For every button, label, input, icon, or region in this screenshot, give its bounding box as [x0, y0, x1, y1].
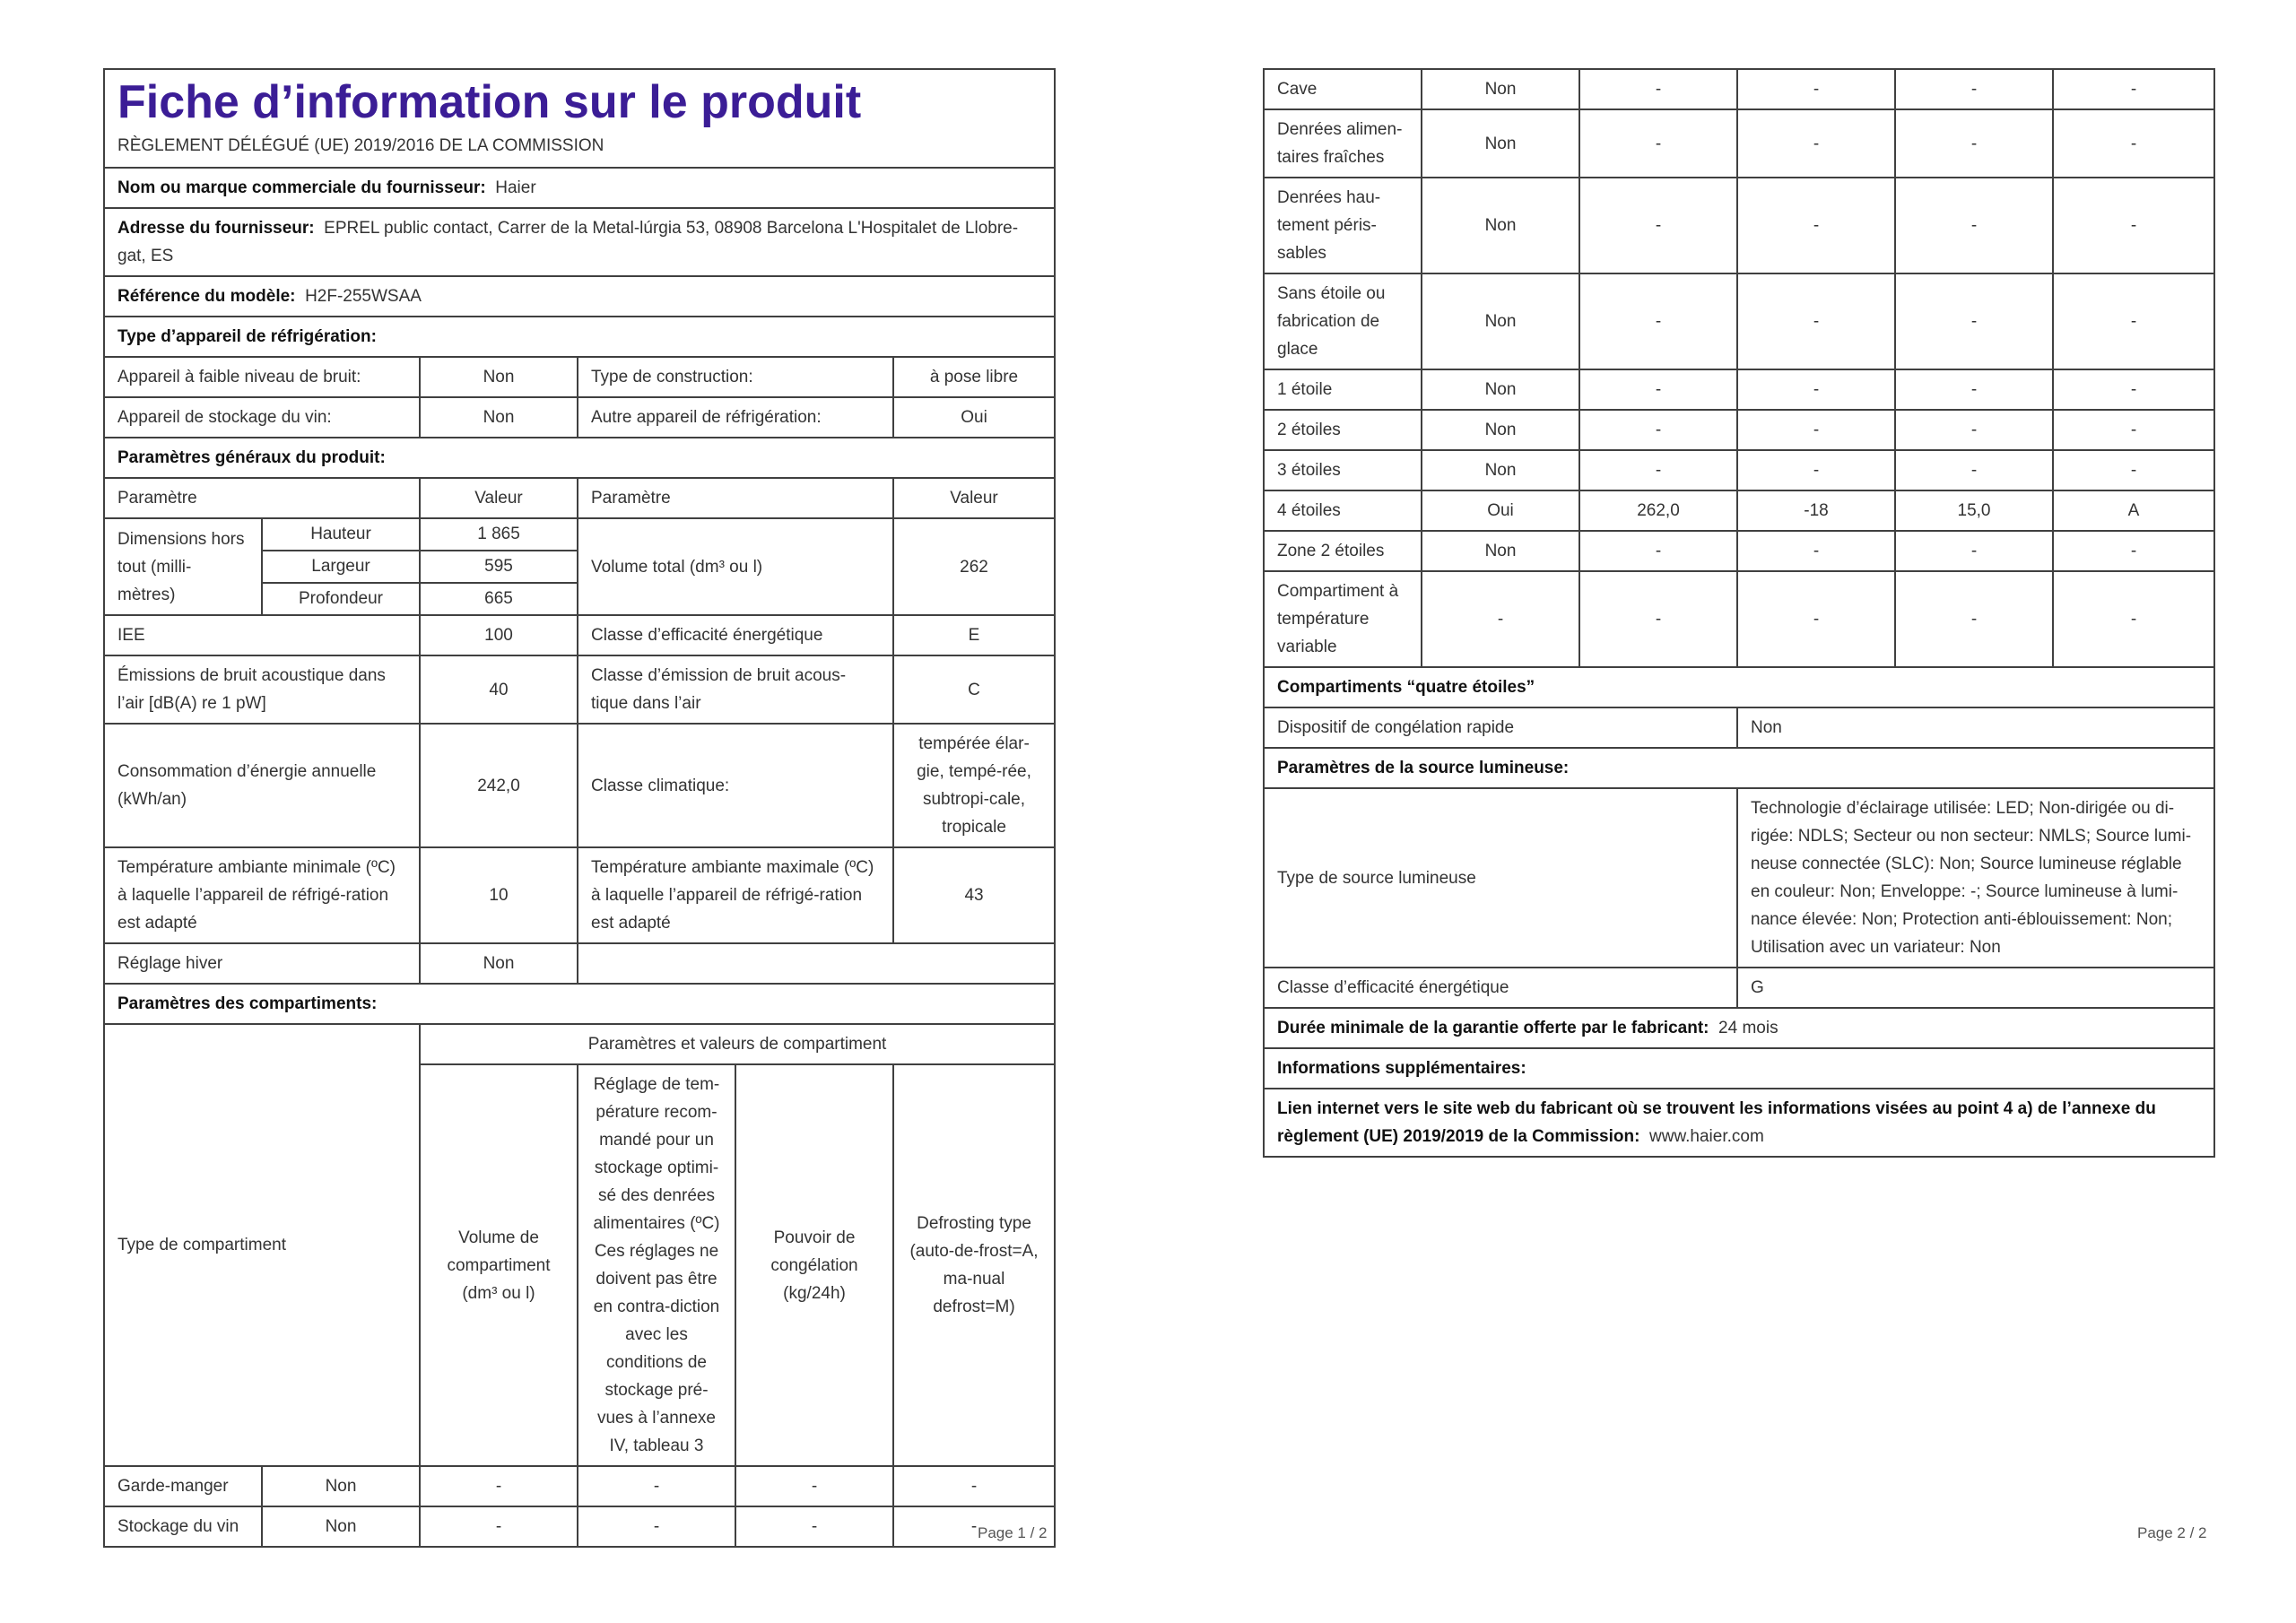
table-row — [1264, 109, 2214, 178]
supplier-address-value: EPREL public contact, Carrer de la Metal-lúrgia 53, 08908 Barcelona L'Hospitalet de Llobre-gat, ES — [117, 219, 1019, 265]
compartment-present: - — [1422, 571, 1579, 667]
model-value: H2F-255WSAA — [305, 287, 422, 306]
compartment-present: Non — [1422, 450, 1579, 490]
compartment-volume: - — [1579, 109, 1737, 178]
compartment-temp: - — [578, 1466, 735, 1506]
compartment-name: Garde-manger — [104, 1466, 262, 1506]
compartment-temp: - — [1737, 178, 1895, 273]
noise-class-label: Classe d’émission de bruit acous-tique dans l’air — [578, 655, 893, 724]
compartment-present: Non — [1422, 109, 1579, 178]
compartment-freeze: - — [1895, 178, 2053, 273]
compartment-name: 3 étoiles — [1264, 450, 1422, 490]
compartment-present: Non — [262, 1466, 420, 1506]
light-type-label: Type de source lumineuse — [1264, 788, 1737, 968]
compartment-defrost-label: Defrosting type (auto-de-frost=A, ma-nual defrost=M) — [893, 1064, 1055, 1466]
construction-value: à pose libre — [893, 357, 1055, 397]
compartment-defrost: A — [2053, 490, 2214, 531]
compartment-freeze: - — [1895, 531, 2053, 571]
model-label: Référence du modèle: — [117, 287, 296, 306]
value-column-header-2: Valeur — [893, 478, 1055, 518]
noise-value: 40 — [420, 655, 578, 724]
energy-class-label: Classe d’efficacité énergétique — [578, 615, 893, 655]
link-row — [1264, 1089, 2214, 1157]
compartment-name: Compartiment à température variable — [1264, 571, 1422, 667]
eei-value: 100 — [420, 615, 578, 655]
compartment-name: Zone 2 étoiles — [1264, 531, 1422, 571]
table-row — [1264, 490, 2214, 531]
max-temp-label: Température ambiante maximale (ºC) à laquelle l’appareil de réfrigé-ration est adapté — [578, 847, 893, 943]
other-appliance-value: Oui — [893, 397, 1055, 438]
page-title: Fiche d’information sur le produit — [117, 76, 862, 128]
warranty-value: 24 mois — [1718, 1019, 1779, 1037]
compartment-temp: - — [1737, 450, 1895, 490]
compartment-name: 2 étoiles — [1264, 410, 1422, 450]
compartment-temp: -18 — [1737, 490, 1895, 531]
compartment-freeze: - — [1895, 69, 2053, 109]
link-label: Lien internet vers le site web du fabricant où se trouvent les informations visées au point 4 a) de l’annexe du règlement (UE) 2019/2019 de la Commission: — [1277, 1099, 2156, 1146]
compartment-volume: - — [420, 1466, 578, 1506]
compartment-present: Non — [1422, 369, 1579, 410]
compartment-freeze-label: Pouvoir de congélation (kg/24h) — [735, 1064, 893, 1466]
compartment-present: Non — [262, 1506, 420, 1547]
other-appliance-label: Autre appareil de réfrigération: — [578, 397, 893, 438]
compartment-freeze: - — [1895, 571, 2053, 667]
compartment-present: Non — [1422, 410, 1579, 450]
compartment-defrost: - — [893, 1466, 1055, 1506]
table-row — [1264, 69, 2214, 109]
compartment-volume: - — [1579, 531, 1737, 571]
construction-label: Type de construction: — [578, 357, 893, 397]
compartment-params-label: Paramètres et valeurs de compartiment — [420, 1024, 1055, 1064]
page-2 — [1263, 68, 2213, 1158]
product-info-table-page-2 — [1263, 68, 2215, 1158]
general-params-header: Paramètres généraux du produit: — [104, 438, 1055, 478]
min-temp-label: Température ambiante minimale (ºC) à laquelle l’appareil de réfrigé-ration est adapté — [104, 847, 420, 943]
model-row — [104, 276, 1055, 317]
compartment-present: Non — [1422, 178, 1579, 273]
height-label: Hauteur — [262, 518, 420, 551]
compartment-volume: - — [1579, 450, 1737, 490]
total-volume-value: 262 — [893, 518, 1055, 615]
compartment-defrost: - — [2053, 410, 2214, 450]
compartment-temp: - — [1737, 410, 1895, 450]
param-column-header-2: Paramètre — [578, 478, 893, 518]
compartment-freeze: - — [1895, 273, 2053, 369]
compartment-defrost: - — [2053, 109, 2214, 178]
depth-value: 665 — [420, 583, 578, 615]
table-row — [1264, 178, 2214, 273]
compartment-volume: - — [1579, 273, 1737, 369]
light-source-header: Paramètres de la source lumineuse: — [1264, 748, 2214, 788]
table-row — [1264, 369, 2214, 410]
depth-label: Profondeur — [262, 583, 420, 615]
manufacturer-link[interactable]: www.haier.com — [1649, 1127, 1764, 1146]
compartment-freeze: - — [1895, 450, 2053, 490]
table-row — [104, 1466, 1055, 1506]
empty-cell — [578, 943, 1055, 984]
compartment-temp: - — [1737, 273, 1895, 369]
compartment-volume: - — [420, 1506, 578, 1547]
four-star-header: Compartiments “quatre étoiles” — [1264, 667, 2214, 707]
compartment-temp: - — [1737, 109, 1895, 178]
compartment-defrost: - — [2053, 178, 2214, 273]
climate-value: tempérée élar-gie, tempé-rée, subtropi-cale, tropicale — [893, 724, 1055, 847]
compartment-volume: 262,0 — [1579, 490, 1737, 531]
compartment-volume: - — [1579, 571, 1737, 667]
climate-label: Classe climatique: — [578, 724, 893, 847]
table-row — [1264, 571, 2214, 667]
compartment-freeze: - — [1895, 410, 2053, 450]
fast-freeze-value: Non — [1737, 707, 2214, 748]
winter-value: Non — [420, 943, 578, 984]
compartment-defrost: - — [2053, 369, 2214, 410]
compartment-volume: - — [1579, 69, 1737, 109]
product-info-table-page-1 — [103, 68, 1056, 1548]
compartment-volume-label: Volume de compartiment (dm³ ou l) — [420, 1064, 578, 1466]
light-type-value: Technologie d’éclairage utilisée: LED; Non-dirigée ou di-rigée: NDLS; Secteur ou non secteur: NMLS; Source lumi-neuse connectée (SLC): Non; Source lumineuse réglable en couleur: Non; Enveloppe: -; Source lumineuse à lumi-nance élevée: Non; Protection anti-éblouissement: Non; Utilisation avec un variateur: Non — [1737, 788, 2214, 968]
table-row — [1264, 410, 2214, 450]
header-cell — [104, 69, 1055, 168]
compartment-freeze: - — [735, 1466, 893, 1506]
noise-label: Émissions de bruit acoustique dans l’air [dB(A) re 1 pW] — [104, 655, 420, 724]
wine-label: Appareil de stockage du vin: — [104, 397, 420, 438]
compartment-name: Sans étoile ou fabrication de glace — [1264, 273, 1422, 369]
noise-class-value: C — [893, 655, 1055, 724]
param-column-header: Paramètre — [104, 478, 420, 518]
compartment-freeze: - — [735, 1506, 893, 1547]
compartment-defrost: - — [2053, 531, 2214, 571]
compartment-name: Denrées alimen-taires fraîches — [1264, 109, 1422, 178]
compartment-present: Oui — [1422, 490, 1579, 531]
compartments-header: Paramètres des compartiments: — [104, 984, 1055, 1024]
table-row — [104, 1506, 1055, 1547]
table-row — [1264, 450, 2214, 490]
min-temp-value: 10 — [420, 847, 578, 943]
light-class-label: Classe d’efficacité énergétique — [1264, 968, 1737, 1008]
compartment-defrost: - — [2053, 450, 2214, 490]
fast-freeze-label: Dispositif de congélation rapide — [1264, 707, 1737, 748]
compartment-present: Non — [1422, 531, 1579, 571]
light-class-value: G — [1737, 968, 2214, 1008]
compartment-name: 4 étoiles — [1264, 490, 1422, 531]
compartment-temp: - — [1737, 369, 1895, 410]
wine-value: Non — [420, 397, 578, 438]
compartment-volume: - — [1579, 178, 1737, 273]
winter-label: Réglage hiver — [104, 943, 420, 984]
compartment-temp: - — [1737, 571, 1895, 667]
low-noise-value: Non — [420, 357, 578, 397]
compartment-volume: - — [1579, 410, 1737, 450]
compartment-temp: - — [1737, 531, 1895, 571]
compartment-temp: - — [1737, 69, 1895, 109]
compartment-name: 1 étoile — [1264, 369, 1422, 410]
compartment-name: Stockage du vin — [104, 1506, 262, 1547]
dimensions-label: Dimensions hors tout (milli-mètres) — [104, 518, 262, 615]
supplier-name-label: Nom ou marque commerciale du fournisseur: — [117, 178, 486, 197]
compartment-temp-label: Réglage de tem-pérature recom-mandé pour un stockage optimi-sé des denrées alimentaires (ºC) Ces réglages ne doivent pas être en contra-diction avec les conditions de stockage pré-vues à l’annexe IV, tableau 3 — [578, 1064, 735, 1466]
supplier-address-label: Adresse du fournisseur: — [117, 219, 315, 238]
supplier-name-row — [104, 168, 1055, 208]
warranty-row — [1264, 1008, 2214, 1048]
compartment-freeze: - — [1895, 109, 2053, 178]
table-row — [1264, 273, 2214, 369]
energy-class-value: E — [893, 615, 1055, 655]
compartment-defrost: - — [2053, 69, 2214, 109]
compartment-defrost: - — [893, 1506, 1055, 1547]
compartment-type-label: Type de compartiment — [104, 1024, 420, 1466]
width-label: Largeur — [262, 551, 420, 583]
low-noise-label: Appareil à faible niveau de bruit: — [104, 357, 420, 397]
page-1 — [103, 68, 1054, 1548]
compartment-defrost: - — [2053, 273, 2214, 369]
compartment-name: Denrées hau-tement péris-sables — [1264, 178, 1422, 273]
warranty-label: Durée minimale de la garantie offerte par le fabricant: — [1277, 1019, 1709, 1037]
total-volume-label: Volume total (dm³ ou l) — [578, 518, 893, 615]
supplier-address-row — [104, 208, 1055, 276]
appliance-type-header: Type d’appareil de réfrigération: — [104, 317, 1055, 357]
regulation-subtitle: RÈGLEMENT DÉLÉGUÉ (UE) 2019/2016 DE LA COMMISSION — [117, 136, 604, 155]
compartment-volume: - — [1579, 369, 1737, 410]
compartment-freeze: 15,0 — [1895, 490, 2053, 531]
consumption-value: 242,0 — [420, 724, 578, 847]
extra-info-header: Informations supplémentaires: — [1264, 1048, 2214, 1089]
consumption-label: Consommation d’énergie annuelle (kWh/an) — [104, 724, 420, 847]
page-number-2: Page 2 / 2 — [2137, 1524, 2207, 1541]
compartment-name: Cave — [1264, 69, 1422, 109]
compartment-temp: - — [578, 1506, 735, 1547]
compartment-present: Non — [1422, 69, 1579, 109]
height-value: 1 865 — [420, 518, 578, 551]
compartment-present: Non — [1422, 273, 1579, 369]
table-row — [1264, 531, 2214, 571]
supplier-name-value: Haier — [495, 178, 536, 197]
page-number-1: Page 1 / 2 — [978, 1524, 1048, 1541]
value-column-header: Valeur — [420, 478, 578, 518]
eei-label: IEE — [104, 615, 420, 655]
compartment-defrost: - — [2053, 571, 2214, 667]
compartment-freeze: - — [1895, 369, 2053, 410]
max-temp-value: 43 — [893, 847, 1055, 943]
width-value: 595 — [420, 551, 578, 583]
